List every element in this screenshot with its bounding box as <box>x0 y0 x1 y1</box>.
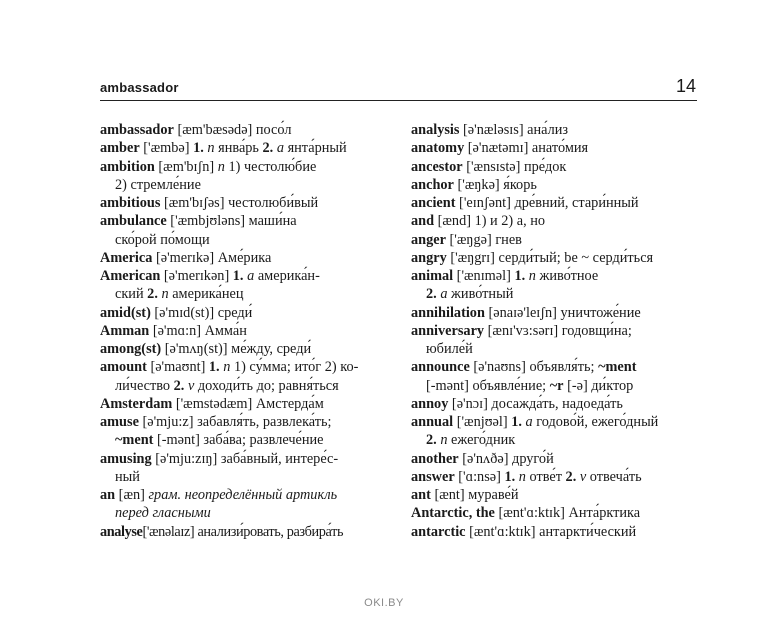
entry-amber <box>100 139 395 157</box>
transcription: [æm'bɪʃn] <box>154 158 218 175</box>
definition: грам. неопределённый артикль <box>148 487 338 503</box>
part-of-speech: n <box>518 468 526 485</box>
definition: анато́мия <box>531 140 589 157</box>
transcription: [æn] <box>115 487 149 503</box>
dictionary-column-left <box>100 121 395 541</box>
sense-number: 1. <box>511 414 522 430</box>
definition-continuation: 2) стремле́ние <box>115 176 201 193</box>
part-of-speech: a <box>247 268 255 284</box>
headword: America <box>100 249 153 266</box>
definition: Аме́рика <box>217 249 272 266</box>
definition: серди́тый; be ~ серди́ться <box>498 249 654 266</box>
transcription: ['ænjʊəl] <box>453 414 512 430</box>
entry-antarctic <box>411 523 698 541</box>
sense-number: 1. <box>514 268 526 284</box>
definition: живо́тный <box>447 286 514 303</box>
entry-annoy <box>411 395 698 413</box>
definition: дре́вний, стари́нный <box>514 195 639 211</box>
watermark: OKI.BY <box>364 597 404 609</box>
entry-amount <box>100 358 395 395</box>
headword: anniversary <box>411 322 485 339</box>
part-of-speech: v <box>187 377 195 394</box>
headword: amid(st) <box>100 304 151 321</box>
definition: ме́жду, среди́ <box>231 341 312 357</box>
definition: досажда́ть, надоеда́ть <box>491 395 623 412</box>
headword: Antarctic, the <box>411 505 495 522</box>
headword: anchor <box>411 176 454 193</box>
part-of-speech: v <box>579 468 587 485</box>
definition: ежего́дник <box>447 432 516 449</box>
entry-amuse <box>100 413 395 450</box>
definition-continuation: ный <box>115 468 140 485</box>
entry-angry <box>411 249 698 267</box>
transcription: [ə'mɑ:n] <box>149 322 205 339</box>
definition: друго́й <box>512 450 554 467</box>
entry-ambition <box>100 158 395 195</box>
definition-continuation: юбиле́й <box>426 341 473 357</box>
entry-amongst <box>100 340 395 358</box>
entry-amman <box>100 322 395 340</box>
part-of-speech: n <box>161 286 169 303</box>
definition-continuation <box>411 285 698 303</box>
definition: ана́лиз <box>527 122 569 138</box>
transcription: [ænɪ'vɜ:sərɪ] <box>484 322 562 339</box>
derived-headword: ~ment <box>115 432 154 449</box>
transcription: [ə'nʌðə] <box>458 450 513 467</box>
continuation-text: ли́чество <box>115 377 174 394</box>
definition: янта́рный <box>284 140 347 157</box>
definition: уничтоже́ние <box>560 304 641 321</box>
transcription: [ə'maʊnt] <box>146 359 209 376</box>
definition-continuation: перед гласными <box>115 505 211 522</box>
entry-ambulance <box>100 212 395 249</box>
definition: честолюби́вый <box>228 195 319 211</box>
definition: забавля́ть, развлека́ть; <box>197 414 332 430</box>
definition: живо́тное <box>535 268 599 284</box>
sense-number: 2. <box>426 286 437 303</box>
definition-continuation <box>100 377 395 395</box>
sense-number: 1. <box>504 468 516 485</box>
entry-another <box>411 450 698 468</box>
definition: 1) и 2) а, но <box>474 213 546 230</box>
definition: Амма́н <box>204 322 247 339</box>
headword: ancestor <box>411 158 463 175</box>
entry-anchor <box>411 176 698 194</box>
continuation-text: [-mənt] объявле́ние; <box>426 377 550 394</box>
headword: annoy <box>411 395 449 412</box>
definition: гнев <box>495 231 522 248</box>
definition: годовщи́на; <box>561 322 632 339</box>
sense-number: 2. <box>147 286 158 303</box>
transcription: ['æmbə] <box>139 140 194 157</box>
transcription: [ə'nætəmɪ] <box>464 140 532 157</box>
part-of-speech: n <box>217 158 225 175</box>
transcription: [æm'bæsədə] <box>173 122 256 138</box>
entry-ant <box>411 486 698 504</box>
entry-an <box>100 486 395 523</box>
entry-answer <box>411 468 698 486</box>
transcription: [ə'mɪd(st)] <box>150 304 218 321</box>
headword: ambulance <box>100 213 167 230</box>
entry-annihilation <box>411 304 698 322</box>
derived-headword: ~ment <box>598 359 637 376</box>
entry-ambitious <box>100 194 395 212</box>
entry-anniversary <box>411 322 698 359</box>
transcription: [ænt] <box>430 487 469 503</box>
part-of-speech: n <box>207 140 215 157</box>
transcription: ['ænsɪstə] <box>462 158 524 175</box>
definition-continuation: ско́рой по́мощи <box>115 231 210 248</box>
entry-anger <box>411 231 698 249</box>
transcription: [ə'mʌŋ(st)] <box>161 341 232 357</box>
headword: Amman <box>100 322 150 339</box>
headword: ambassador <box>100 122 174 138</box>
headword: amber <box>100 140 140 157</box>
entry-animal <box>411 267 698 304</box>
sense-number: 1. <box>232 268 244 284</box>
part-of-speech: a <box>440 286 448 303</box>
entry-anatomy <box>411 139 698 157</box>
part-of-speech: n <box>440 432 448 449</box>
definition: объявля́ть; <box>529 359 599 376</box>
part-of-speech: a <box>276 140 284 157</box>
entry-amsterdam <box>100 395 395 413</box>
entry-analysis <box>411 121 698 139</box>
entry-announce <box>411 358 698 395</box>
definition: антаркти́ческий <box>539 523 637 540</box>
headword: angry <box>411 249 447 266</box>
transcription: ['ænɪməl] <box>453 268 515 284</box>
definition: америка́нец <box>168 286 244 303</box>
continuation-text: [-ə] ди́ктор <box>563 377 634 394</box>
entry-annual <box>411 413 698 450</box>
sense-number: 1. <box>208 359 220 376</box>
sense-number: 2. <box>262 140 274 157</box>
running-header-word: ambassador <box>100 80 179 95</box>
sense-number: 2. <box>173 377 185 394</box>
transcription: [ə'næləsɪs] <box>459 122 528 138</box>
headword: and <box>411 213 435 230</box>
definition: Амстерда́м <box>255 395 324 412</box>
entry-analyse <box>100 523 395 541</box>
entry-american <box>100 267 395 304</box>
continuation-text: [-mənt] заба́ва; развлече́ние <box>153 432 324 449</box>
headword: amuse <box>100 414 139 430</box>
transcription: ['æmstədæm] <box>172 395 256 412</box>
headword: ambitious <box>100 195 161 211</box>
definition: заба́вный, интере́с- <box>220 450 339 467</box>
transcription: [ænd] <box>434 213 475 230</box>
definition: мураве́й <box>468 487 519 503</box>
headword: antarctic <box>411 523 466 540</box>
transcription: [ə'nɔɪ] <box>448 395 492 412</box>
entry-and <box>411 212 698 230</box>
headword: amount <box>100 359 147 376</box>
entry-amidst <box>100 304 395 322</box>
headword: anger <box>411 231 446 248</box>
entry-amusing <box>100 450 395 487</box>
transcription: [ə'merɪkən] <box>160 268 233 284</box>
definition: доходи́ть до; равня́ться <box>194 377 339 394</box>
headword: announce <box>411 359 470 376</box>
sense-number: 2. <box>565 468 577 485</box>
continuation-text: ский <box>115 286 148 303</box>
headword: an <box>100 487 116 503</box>
definition: анализи́ровать, разбира́ть <box>197 523 344 540</box>
transcription: ['æmbjʊləns] <box>166 213 249 230</box>
transcription: ['æŋgrɪ] <box>446 249 499 266</box>
definition: среди́ <box>217 304 253 321</box>
definition: маши́на <box>248 213 297 230</box>
transcription: ['eɪnʃənt] <box>455 195 515 211</box>
entry-america <box>100 249 395 267</box>
dictionary-column-right <box>411 121 698 541</box>
part-of-speech: n <box>223 359 231 376</box>
definition: посо́л <box>255 122 292 138</box>
transcription: [ə'mju:zɪŋ] <box>151 450 221 467</box>
transcription: [ænt'ɑ:ktɪk] <box>465 523 540 540</box>
headword: answer <box>411 468 455 485</box>
entry-ancient <box>411 194 698 212</box>
headword: annual <box>411 414 454 430</box>
headword: anatomy <box>411 140 465 157</box>
entry-ancestor <box>411 158 698 176</box>
definition-continuation <box>100 431 395 449</box>
definition: я́корь <box>503 176 537 193</box>
headword: ambition <box>100 158 155 175</box>
transcription: [ənaɪə'leɪʃn] <box>484 304 561 321</box>
entry-antarctic-the <box>411 504 698 522</box>
definition: америка́н- <box>254 268 320 284</box>
header-rule <box>100 100 697 101</box>
transcription: [ænt'ɑ:ktɪk] <box>494 505 569 522</box>
transcription: ['ænəlaɪz] <box>142 523 198 540</box>
transcription: [ə'merɪkə] <box>152 249 218 266</box>
headword: amusing <box>100 450 152 467</box>
headword: ant <box>411 487 431 503</box>
part-of-speech: n <box>528 268 536 284</box>
definition: пре́док <box>523 158 567 175</box>
transcription: ['ɑ:nsə] <box>454 468 505 485</box>
definition: отве́т <box>525 468 566 485</box>
transcription: [ə'mju:z] <box>138 414 198 430</box>
definition: отвеча́ть <box>586 468 642 485</box>
transcription: [ə'naʊns] <box>469 359 530 376</box>
sense-number: 2. <box>426 432 437 449</box>
definition: янва́рь <box>214 140 263 157</box>
sense-number: 1. <box>193 140 204 157</box>
part-of-speech: a <box>525 414 533 430</box>
headword: analyse <box>100 523 143 540</box>
definition-continuation <box>100 285 395 303</box>
transcription: [æm'bɪʃəs] <box>160 195 229 211</box>
transcription: ['æŋgə] <box>445 231 496 248</box>
headword: American <box>100 268 161 284</box>
headword: Amsterdam <box>100 395 173 412</box>
page-number: 14 <box>675 76 696 96</box>
headword: ancient <box>411 195 456 211</box>
definition-continuation <box>411 377 698 395</box>
headword: among(st) <box>100 341 162 357</box>
headword: another <box>411 450 459 467</box>
definition-continuation <box>411 431 698 449</box>
derived-headword: ~r <box>549 377 564 394</box>
definition: 1) су́мма; ито́г 2) ко- <box>230 359 359 376</box>
headword: annihilation <box>411 304 485 321</box>
entry-ambassador <box>100 121 395 139</box>
headword: analysis <box>411 122 460 138</box>
definition: годово́й, ежего́дный <box>532 414 659 430</box>
definition: 1) честолю́бие <box>224 158 317 175</box>
headword: animal <box>411 268 454 284</box>
definition: Анта́рктика <box>568 505 641 522</box>
transcription: ['æŋkə] <box>453 176 504 193</box>
